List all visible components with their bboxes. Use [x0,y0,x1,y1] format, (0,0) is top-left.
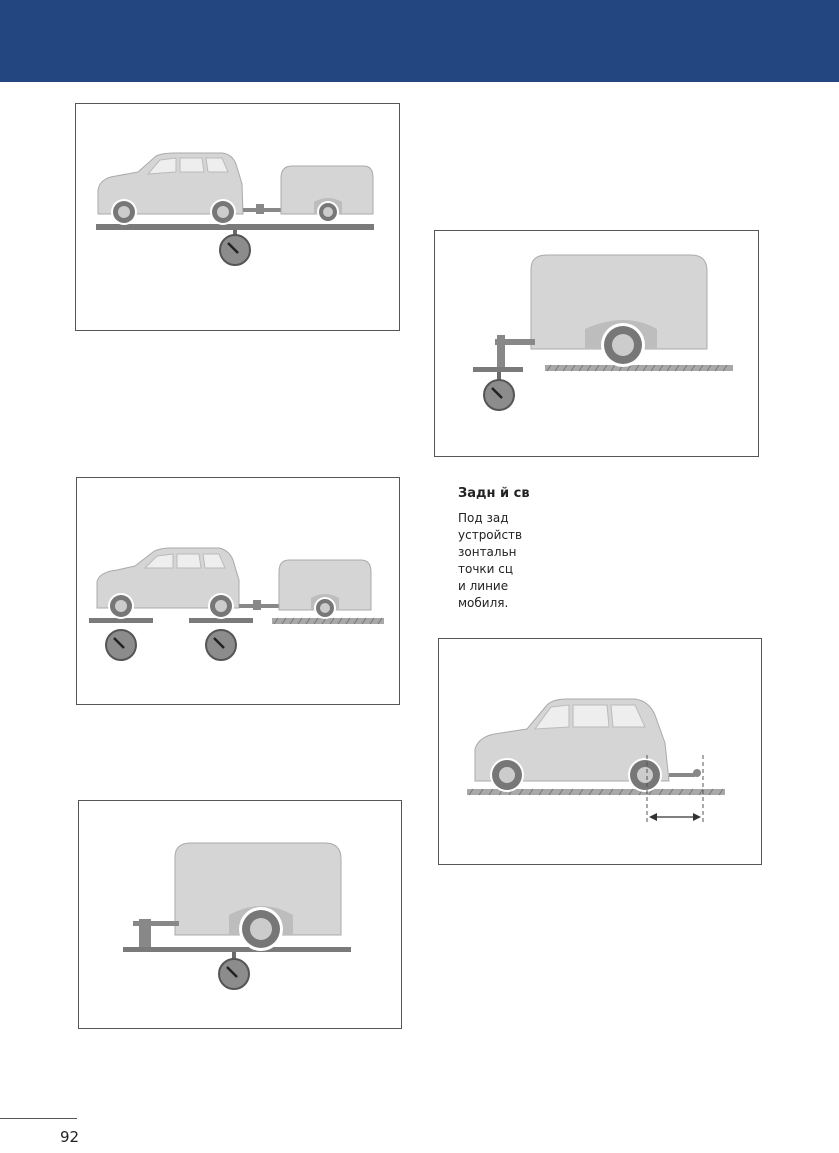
body-line: мобиля. [458,596,509,610]
body-line: зонтальн [458,545,517,559]
figure-car-trailer-two-scales [76,477,400,705]
figure-trailer-jack-scale [434,230,759,457]
body-line: точки сц [458,562,514,576]
body-line: Под зад [458,511,509,525]
section-body-text [458,510,538,612]
figure-car-trailer-single-scale [75,103,400,331]
header-band [0,0,839,82]
figure-car-rear-overhang [438,638,762,865]
footer-rule [0,1118,77,1119]
page-number: 92 [60,1128,80,1146]
body-line: устройств [458,528,523,542]
section-heading: Задн й св [458,486,530,501]
figure-trailer-ground-scale [78,800,402,1029]
body-line: и линие [458,579,509,593]
